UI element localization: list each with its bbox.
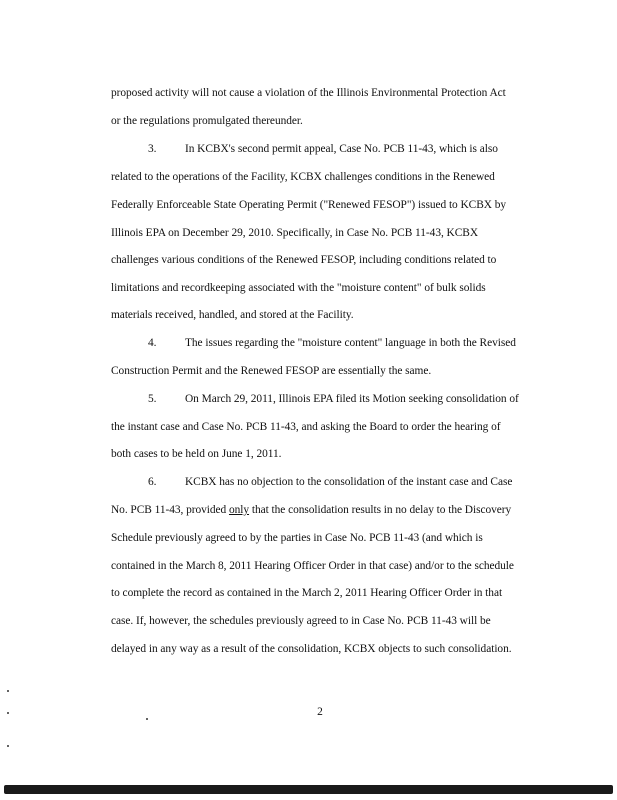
paragraph-4-line-2: Construction Permit and the Renewed FESOP are essentially the same. — [111, 365, 432, 377]
paragraph-6-number: 6. — [148, 476, 157, 488]
scan-speck — [146, 718, 148, 720]
paragraph-6-underlined-word: only — [228, 504, 250, 516]
intro-line-1: proposed activity will not cause a violation of the Illinois Environmental Protection Act — [111, 87, 506, 99]
paragraph-6-text-1: KCBX has no objection to the consolidation of the instant case and Case — [185, 476, 513, 488]
paragraph-4-text-1: The issues regarding the "moisture content" language in both the Revised — [185, 337, 516, 349]
scan-speck — [7, 712, 9, 714]
paragraph-3-line-2: related to the operations of the Facility, KCBX challenges conditions in the Renewed — [111, 171, 495, 183]
paragraph-6-text-2a: No. PCB 11-43, provided — [111, 504, 229, 516]
paragraph-6-line-1 — [148, 475, 512, 489]
intro-line-2: or the regulations promulgated thereunder. — [111, 115, 303, 127]
paragraph-3-line-5: challenges various conditions of the Renewed FESOP, including conditions related to — [111, 254, 497, 266]
paragraph-3-line-3: Federally Enforceable State Operating Permit ("Renewed FESOP") issued to KCBX by — [111, 199, 507, 211]
page-number: 2 — [317, 706, 323, 718]
scan-speck — [7, 690, 9, 692]
paragraph-3-line-7: materials received, handled, and stored at the Facility. — [111, 309, 354, 321]
paragraph-3-text-1: In KCBX's second permit appeal, Case No. PCB 11-43, which is also — [185, 143, 498, 155]
paragraph-4-line-1 — [148, 336, 516, 350]
paragraph-3-number: 3. — [148, 143, 157, 155]
paragraph-5-line-2: the instant case and Case No. PCB 11-43, and asking the Board to order the hearing of — [111, 421, 501, 433]
paragraph-6-line-7: delayed in any way as a result of the consolidation, KCBX objects to such consolidation. — [111, 643, 512, 655]
scan-speck — [7, 745, 9, 747]
paragraph-5-line-1 — [148, 392, 519, 406]
paragraph-6-line-2 — [111, 503, 511, 517]
paragraph-4-number: 4. — [148, 337, 157, 349]
paragraph-6-line-4: contained in the March 8, 2011 Hearing Officer Order in that case) and/or to the schedule — [111, 560, 514, 572]
paragraph-5-text-1: On March 29, 2011, Illinois EPA filed its Motion seeking consolidation of — [185, 393, 519, 405]
paragraph-6-line-5: to complete the record as contained in the March 2, 2011 Hearing Officer Order in that — [111, 587, 503, 599]
paragraph-3-line-6: limitations and recordkeeping associated with the "moisture content" of bulk solids — [111, 282, 486, 294]
paragraph-6-text-2c: that the consolidation results in no delay to the Discovery — [249, 504, 512, 516]
scan-bottom-edge — [4, 785, 613, 794]
paragraph-6-line-3: Schedule previously agreed to by the parties in Case No. PCB 11-43 (and which is — [111, 532, 483, 544]
paragraph-3-line-4: Illinois EPA on December 29, 2010. Specifically, in Case No. PCB 11-43, KCBX — [111, 227, 479, 239]
paragraph-6-line-6: case. If, however, the schedules previously agreed to in Case No. PCB 11-43 will be — [111, 615, 491, 627]
paragraph-3-line-1 — [148, 142, 498, 156]
paragraph-5-line-3: both cases to be held on June 1, 2011. — [111, 448, 282, 460]
paragraph-5-number: 5. — [148, 393, 157, 405]
